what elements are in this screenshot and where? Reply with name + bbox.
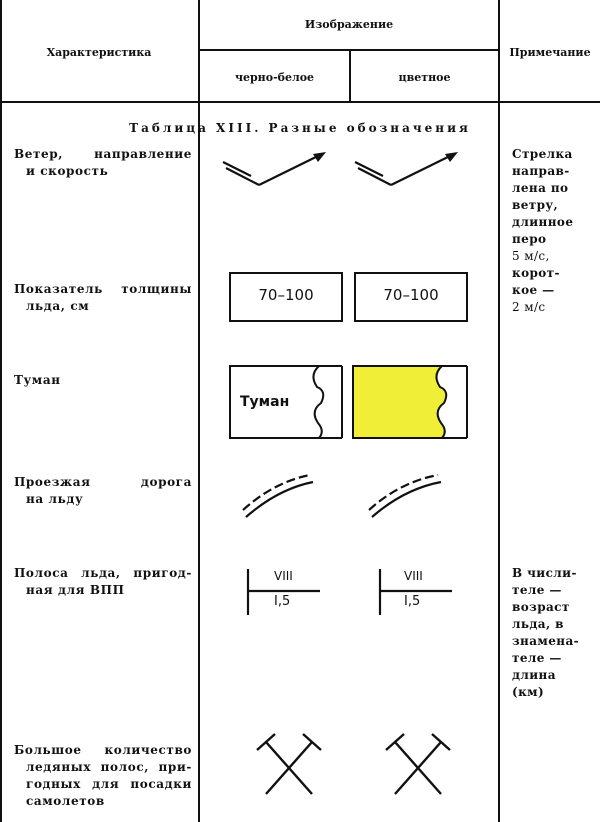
wind-arrow-icon-bw [220, 148, 330, 193]
ice-thickness-box-icon-color [354, 272, 468, 322]
table-caption: Таблица XIII. Разные обозначения [129, 121, 471, 135]
multiple-runways-icon-color [383, 736, 453, 798]
characteristic-ice-road: Проезжая дорога на льду [14, 475, 192, 506]
fog-box-icon-color [352, 365, 468, 439]
runway-age-color: VIII [404, 569, 423, 583]
ice-road-icon-color [366, 472, 444, 520]
characteristic-fog: Туман [14, 373, 61, 387]
ice-road-icon-bw [240, 472, 315, 520]
fog-label-bw: Туман [240, 394, 290, 410]
header-bottom-border [0, 101, 600, 103]
characteristic-ice-thickness: Показатель толщины льда, см [14, 282, 192, 313]
header-note: Примечание [509, 46, 591, 59]
wind-arrow-icon-color [352, 148, 462, 193]
header-image: Изображение [304, 18, 394, 31]
ice-thickness-label-bw: 70–100 [258, 286, 314, 304]
ice-thickness-label-color: 70–100 [383, 286, 439, 304]
multiple-runways-icon-bw [254, 736, 324, 798]
note-runway: В числи- теле — возраст льда, в знамена- теле — длина (км) [512, 566, 580, 699]
header-subdivider [198, 49, 500, 51]
characteristic-runway: Полоса льда, пригод- ная для ВПП [14, 566, 192, 597]
runway-length-bw: I,5 [274, 594, 291, 609]
characteristic-wind: Ветер, направление и скорость [14, 147, 192, 178]
runway-age-bw: VIII [274, 569, 293, 583]
header-bw: черно-белое [234, 71, 315, 84]
header-characteristic: Характеристика [46, 46, 152, 59]
header-color: цветное [398, 71, 451, 84]
note-wind: Стрелка направ- лена по ветру, длинное перо 5 м/с, корот- кое — 2 м/с [512, 147, 574, 314]
characteristic-many-runways: Большое количество ледяных полос, при- годных для посадки самолетов [14, 743, 192, 808]
runway-length-color: I,5 [404, 594, 421, 609]
ice-thickness-box-icon-bw [229, 272, 343, 322]
